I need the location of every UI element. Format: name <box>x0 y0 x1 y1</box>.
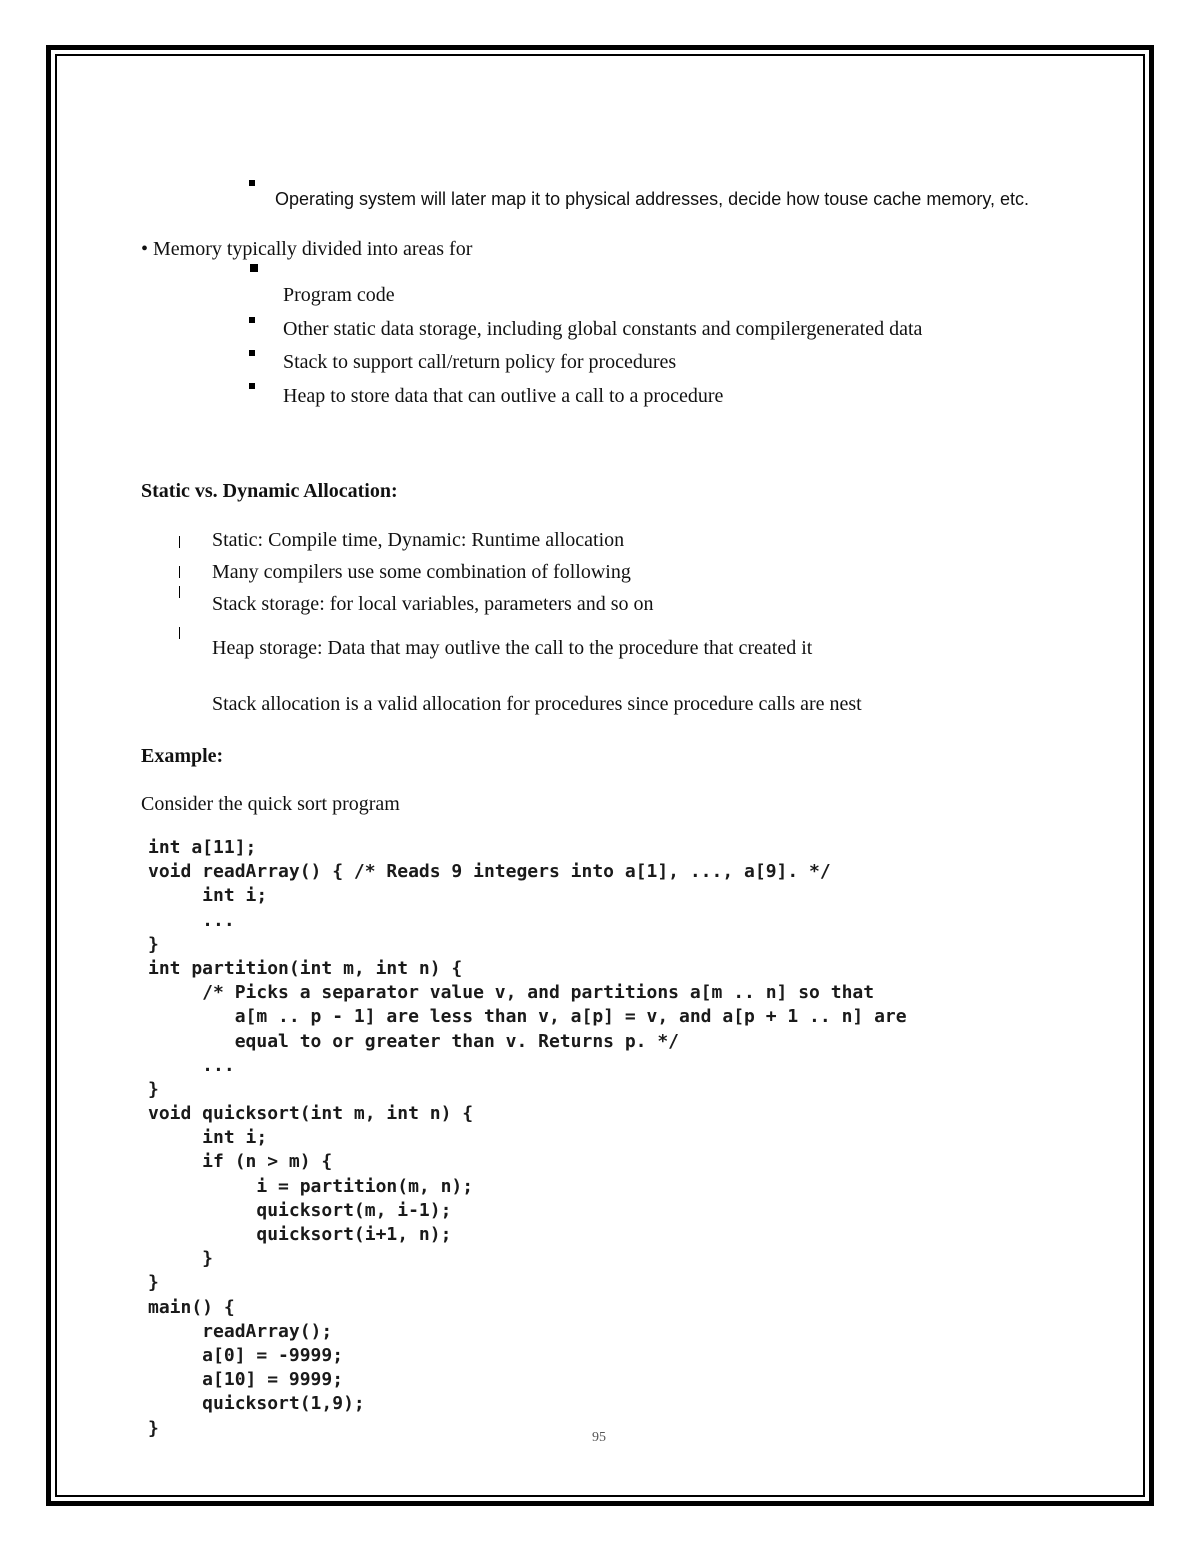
section-heading: Static vs. Dynamic Allocation: <box>141 480 398 502</box>
code-block <box>148 836 907 1441</box>
code-line: } <box>148 1248 214 1270</box>
code-line: quicksort(1,9); <box>148 1393 365 1415</box>
memory-area-item: Stack to support call/return policy for procedures <box>283 351 677 373</box>
code-line: int partition(int m, int n) { <box>148 957 463 979</box>
code-line: readArray(); <box>148 1320 333 1342</box>
bullet-square <box>250 264 258 272</box>
code-line: quicksort(m, i-1); <box>148 1199 452 1221</box>
code-line: void quicksort(int m, int n) { <box>148 1103 474 1125</box>
code-line: a[m .. p - 1] are less than v, a[p] = v, and a[p + 1 .. n] are <box>148 1006 907 1028</box>
memory-area-item: Program code <box>283 284 395 306</box>
allocation-item: Many compilers use some combination of following <box>212 561 631 583</box>
memory-area-item: Heap to store data that can outlive a call to a procedure <box>283 385 724 407</box>
code-line: /* Picks a separator value v, and partitions a[m .. n] so that <box>148 982 875 1004</box>
code-line: int i; <box>148 885 268 907</box>
code-line: int i; <box>148 1127 268 1149</box>
code-line: main() { <box>148 1296 235 1318</box>
code-line: } <box>148 1272 159 1294</box>
bullet-bar <box>179 536 180 548</box>
os-note: Operating system will later map it to physical addresses, decide how touse cache memory, etc. <box>275 189 1029 209</box>
allocation-item: Heap storage: Data that may outlive the call to the procedure that created it <box>212 637 813 659</box>
allocation-item: Stack storage: for local variables, parameters and so on <box>212 593 654 615</box>
memory-area-item: Other static data storage, including global constants and compilergenerated data <box>283 318 923 340</box>
allocation-note: Stack allocation is a valid allocation for procedures since procedure calls are nest <box>212 693 862 715</box>
allocation-item: Static: Compile time, Dynamic: Runtime allocation <box>212 529 625 551</box>
bullet-bar <box>179 566 180 578</box>
bullet-bar <box>179 627 180 639</box>
memory-intro: • Memory typically divided into areas for <box>141 238 473 260</box>
bullet-square <box>249 180 255 186</box>
page-number: 95 <box>592 1430 606 1445</box>
example-intro: Consider the quick sort program <box>141 793 400 815</box>
code-line: a[10] = 9999; <box>148 1369 344 1391</box>
bullet-bar <box>179 586 180 598</box>
code-line: } <box>148 1078 159 1100</box>
code-line: ... <box>148 1054 235 1076</box>
bullet-square <box>249 383 255 389</box>
code-line: ... <box>148 909 235 931</box>
code-line: } <box>148 933 159 955</box>
code-line: a[0] = -9999; <box>148 1344 344 1366</box>
section-heading: Example: <box>141 745 224 767</box>
code-line: int a[11]; <box>148 837 257 858</box>
code-line: i = partition(m, n); <box>148 1175 474 1197</box>
bullet-square <box>249 350 255 356</box>
code-line: equal to or greater than v. Returns p. */ <box>148 1030 680 1052</box>
code-line: void readArray() { /* Reads 9 integers into a[1], ..., a[9]. */ <box>148 861 831 883</box>
bullet-square <box>249 317 255 323</box>
code-line: if (n > m) { <box>148 1151 333 1173</box>
code-line: } <box>148 1417 159 1439</box>
code-line: quicksort(i+1, n); <box>148 1224 452 1245</box>
